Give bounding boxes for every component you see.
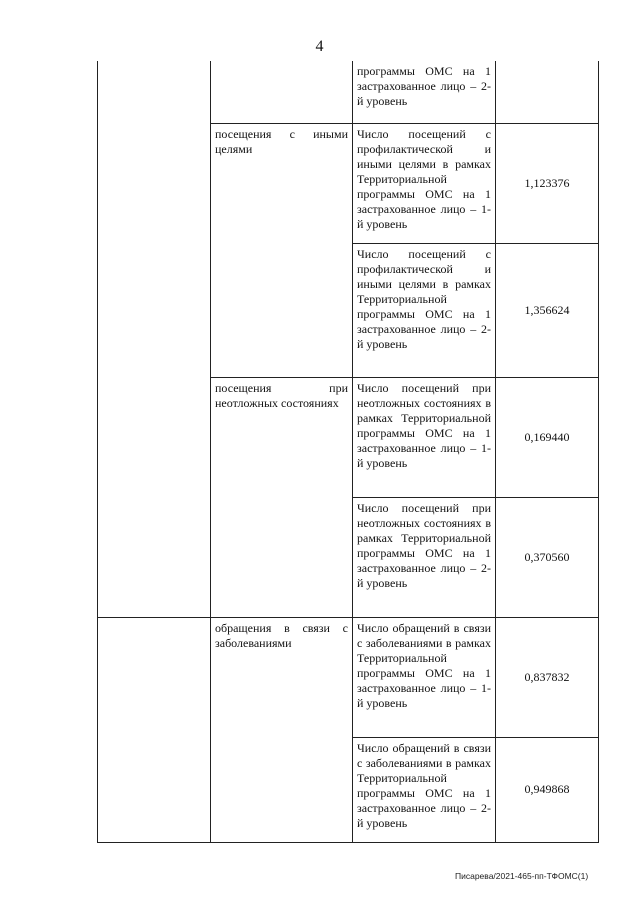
indicators-table — [97, 61, 599, 843]
table-row — [98, 617, 599, 737]
value-cell: 1,123376 — [496, 123, 599, 243]
indicator-cell: Число обращений в связи с заболеваниями в рамках Территориальной программы ОМС на 1 застрахованное лицо – 2-й уровень — [353, 737, 496, 842]
value-cell — [496, 61, 599, 123]
category-cell: посещения при неотложных состояниях — [211, 377, 353, 617]
indicator-cell: Число посещений с профилактической и иными целями в рамках Территориальной программы ОМС на 1 застрахованное лицо – 2-й уровень — [353, 243, 496, 377]
empty-cell — [98, 617, 211, 842]
value-cell: 1,356624 — [496, 243, 599, 377]
category-cell: обращения в связи с заболеваниями — [211, 617, 353, 842]
indicator-cell: Число посещений при неотложных состояниях в рамках Территориальной программы ОМС на 1 застрахованное лицо – 2-й уровень — [353, 497, 496, 617]
table-row — [98, 61, 599, 123]
indicator-cell: Число обращений в связи с заболеваниями в рамках Территориальной программы ОМС на 1 застрахованное лицо – 1-й уровень — [353, 617, 496, 737]
value-cell: 0,169440 — [496, 377, 599, 497]
indicator-cell: программы ОМС на 1 застрахованное лицо – 2-й уровень — [353, 61, 496, 123]
page-number: 4 — [315, 38, 324, 55]
category-cell: посещения с иными целями — [211, 123, 353, 377]
value-cell: 0,837832 — [496, 617, 599, 737]
empty-cell — [211, 61, 353, 123]
empty-cell — [98, 61, 211, 617]
value-cell: 0,949868 — [496, 737, 599, 842]
indicator-cell: Число посещений с профилактической и иными целями в рамках Территориальной программы ОМС на 1 застрахованное лицо – 1-й уровень — [353, 123, 496, 243]
value-cell: 0,370560 — [496, 497, 599, 617]
indicator-cell: Число посещений при неотложных состояниях в рамках Территориальной программы ОМС на 1 застрахованное лицо – 1-й уровень — [353, 377, 496, 497]
document-footer: Писарева/2021-465-пп-ТФОМС(1) — [455, 871, 589, 881]
